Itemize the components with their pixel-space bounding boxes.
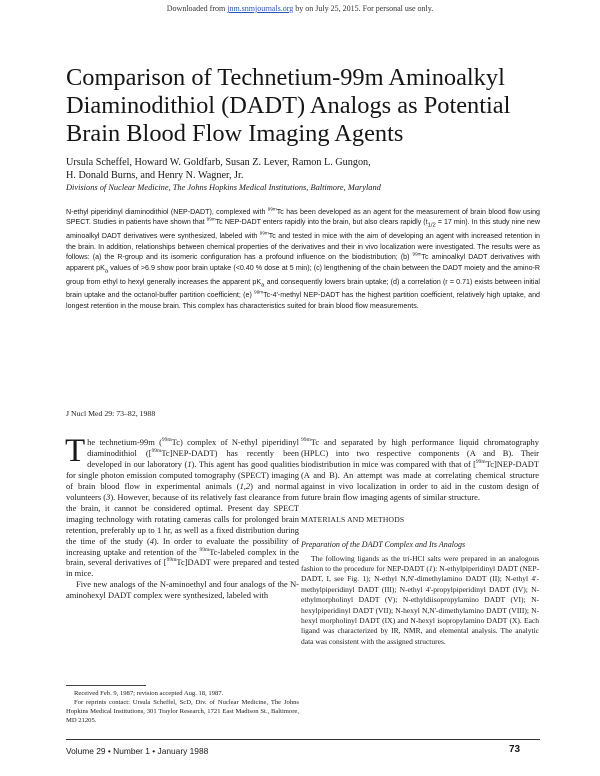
body-column-left [65,433,300,601]
download-banner-prefix: Downloaded from [166,4,228,13]
authors-line-2: H. Donald Burns, and Henry N. Wagner, Jr. [66,170,244,181]
reference-citation: 1,2 [239,480,251,491]
section-heading: MATERIALS AND METHODS [301,514,405,524]
journal-citation: J Nucl Med 29: 73–82, 1988 [66,409,156,418]
article-title: Comparison of Technetium-99m Aminoalkyl Diaminodithiol (DADT) Analogs as Potential Brain Blood Flow Imaging Agents [66,64,511,147]
reference-citation: 1 [428,564,433,574]
journal-link[interactable]: jnm.snmjournals.org [227,4,294,13]
download-banner [0,4,600,13]
affiliation: Divisions of Nuclear Medicine, The Johns Hopkins Medical Institutions, Baltimore, Maryland [66,183,381,192]
reference-citation: 1 [187,458,192,469]
drop-cap: T [65,433,86,469]
download-banner-suffix: by on July 25, 2015. For personal use only. [293,4,434,13]
reprints-note: For reprints contact: Ursula Scheffel, ScD, Div. of Nuclear Medicine, The Johns Hopkins Medical Institutions, 301 Traylor Research, 1721 East Madison St., Baltimore, MD 21205. [66,699,299,725]
intro-paragraph: The technetium-99m ($^{99m}$Tc) complex of N-ethyl piperidinyl diaminodithiol ([$^{99m}$Tc]NEP-DADT) has recently been developed in our laboratory (1). This agent has good qualities for single photon emission computed tomography (SPECT) imaging of brain blood flow in experimental animals (1,2) and normal volunteers (3). However, because of its relatively fast clearance from the brain, it cannot be considered optimal. Present day SPECT imaging technology with rotating cameras calls for prolonged brain retention, preferably up to 1 hr, as well as a fixed distribution during the time of the study (4). In order to evaluate the possibility of increasing uptake and retention of the $^{99m}$Tc-labeled complex in the brain, several derivatives of [$^{99m}$Tc]DADT were prepared and tested in mice. [65,433,300,579]
analogs-paragraph: Five new analogs of the N-aminoethyl and four analogs of the N-aminohexyl DADT complex were synthesized, labeled with [66,579,299,601]
footnotes [66,689,299,725]
reference-citation: 4 [149,535,154,546]
footer-divider [66,739,540,740]
methods-paragraph: The following ligands as the tri-HCl salts were prepared in an analogous fashion to the procedure for NEP-DADT (1): N-ethylpiperidinyl DADT (NEP-DADT, I, see Fig. 1); N-ethyl N,N'-dimethylamino DADT (II); N-ethyl 4'-methylpiperidinyl DADT (III); N-ethyl 4'-propylpiperidinyl DADT (IV); N-ethylmorpholinyl DADT (V); N-ethyldiisopropylamino DADT (VI); N-hexylpiperidinyl DADT (VII); N-hexyl N,N'-dimethylamino DADT (VIII); N-hexyl morpholinyl DADT (IX) and N-hexyl isopropylamino DADT (X). Each ligand was characterized by IR, NMR, and elemental analysis. The analytic data was consistent with the assigned structures. [301,553,539,646]
received-note: Received Feb. 9, 1987; revision accepted Aug. 18, 1987. [74,690,224,697]
subsection-heading: Preparation of the DADT Complex and Its Analogs [301,539,466,549]
issue-info: Volume 29 • Number 1 • January 1988 [66,746,209,756]
reference-citation: 3 [106,491,111,502]
body-column-right [301,437,539,647]
page-number: 73 [509,744,521,755]
analogs-paragraph-continued: $^{99m}$Tc and separated by high performance liquid chromatography (HPLC) into two respective components (A and B). Their biodistribution in mice was compared with that of [$^{99m}$Tc]NEP-DADT (A and B). An attempt was made at correlating chemical structure against in vivo localization in order to aid in the custom design of future brain flow imaging agents of similar structure. [301,437,539,502]
authors-line-1: Ursula Scheffel, Howard W. Goldfarb, Susan Z. Lever, Ramon L. Gungon, [66,157,371,168]
abstract: N-ethyl piperidinyl diaminodithiol (NEP-DADT), complexed with $^{99m}$Tc has been developed as an agent for the measurement of brain blood flow using SPECT. Studies in patients have shown that $^{99m}$Tc NEP-DADT enters rapidly into the brain, but also clears rapidly ($t_{1/2} = 17$ min). In this study nine new aminoalkyl DADT derivatives were synthesized, labeled with $^{99m}$Tc and tested in mice with the aim of developing an agent with increased retention in the brain. In addition, relationships between chemical properties of the derivatives and their in vivo localization were investigated. The results were as follows: (a) the R-group and its isomeric configuration has a profound influence on the biodistribution; (b) $^{99m}$Tc aminoalkyl DADT derivatives with apparent $pK_a$ values of >6.9 show poor brain uptake (<0.40 % dose at 5 min); (c) lengthening of the chain between the DADT moiety and the amino-R group from ethyl to hexyl generally increases the apparent $pK_a$ and consequently lowers brain uptake; (d) a correlation (r = 0.71) exists between initial brain uptake and the octanol-buffer partition coefficient; (e) $^{99m}$Tc-4'-methyl NEP-DADT has the highest partition coefficient, relatively high uptake, and longest retention in the mouse brain. This complex has characteristics suited for brain blood flow measurements. [66,206,541,310]
author-list [66,156,536,182]
footnote-divider [66,685,146,686]
